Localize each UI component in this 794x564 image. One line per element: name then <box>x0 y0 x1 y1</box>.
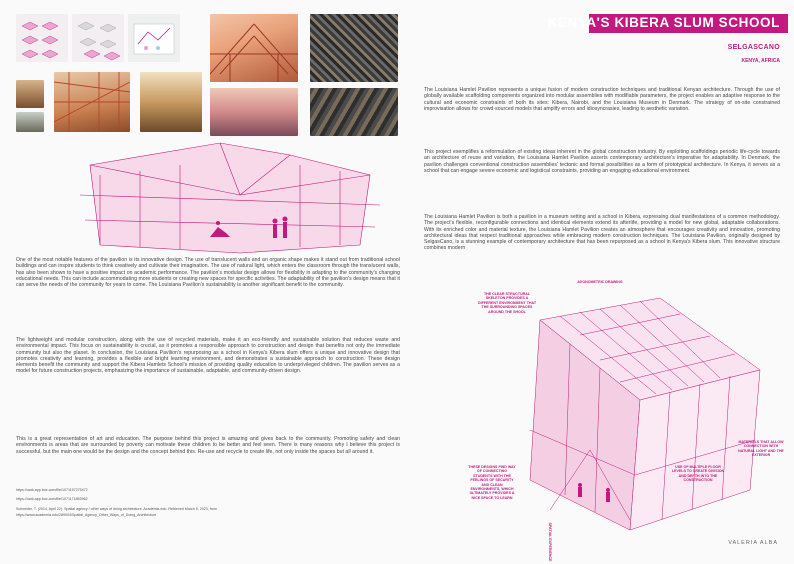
photo-roof-structure <box>210 14 298 82</box>
right-paragraph-2: This project exemplifies a reformulation of existing ideas inherent in the global construction industry. By exploiting scaffoldings periodic life-cycle towards an architecture of reuse and variation, the Louisiana Hamlet Pavilion asserts contemporary architecture's imperative for adaptability. In Denmark, the pavilion challenges conventional construction assemblies' tectonic and formal possibilities as a form of prototypical architecture. In Kenya, it serves as a school that can engage severe economic and logistical constraints, providing an engaging educational environment. <box>424 149 780 174</box>
annotation-designs: THESE DESIGNS FIND WAY OF CONNECTING STUDENTS WITH THE FEELINGS OF SECURITY AND CLEAN ENVIRONMENTS, WHICH ULTIMATELY PROVIDES A NICE SPACE TO LEARN <box>468 465 516 500</box>
annotation-floor-levels: USE OF MULTIPLE FLOOR LEVELS TO CREATE DIVISION AND DEPTH INTO THE CONSTRUCTION <box>671 465 725 483</box>
module-diagram-icon <box>16 14 68 62</box>
photo-pavilion-interior <box>210 88 298 136</box>
diagram-thumbnail-1 <box>16 14 68 62</box>
photo-workers <box>16 112 44 132</box>
left-paragraph-3: This is a great representation of art and education. The purpose behind this project is amazing and gives back to the community. Promoting safety and clean environments is areas that are surrounded by poverty can motivate these children to be better and feel seen. There is many reasons why I believe this project is successful, but the main one would be the design and the concept behind this. Re-use and recycle to create life, not only inside the spaces but all around it. <box>16 436 400 455</box>
reference-1[interactable]: https://uark.app.box.com/file/1071157275472 <box>16 488 88 492</box>
left-paragraph-2: The lightweight and modular construction, along with the use of recycled materials, make it an eco-friendly and sustainable solution that reduces waste and environmental impact. This focus on sustainability is crucial, as it promotes a responsible approach to construction and design that benefits not only the immediate community but also the planet. In conclusion, the Louisiana Pavilion's repurposing as a school in Kenya's Kibera slum offers a unique and innovative design that promotes creativity and learning, provides a flexible and bright learning environment, and demonstrates a sustainable approach to construction. These design elements benefit the community and support the Kibera Hamlets School's mission of providing quality education to underprivileged children. The pavilion serves as a model for future construction projects, emphasizing the importance of sustainable, adaptable, and community-driven design. <box>16 337 400 375</box>
sketch-icon <box>128 14 180 62</box>
annotation-spatial: SPATIAL EXPERIENCE <box>548 522 552 562</box>
reference-4[interactable]: https://www.academia.edu/289004/Spatial_Agency_Other_Ways_of_Doing_Architecture <box>16 513 157 517</box>
author-name: VALERIA ALBA <box>728 540 778 546</box>
annotation-axonometric: AXONOMETRIC DRAWING <box>577 280 623 284</box>
diagram-thumbnail-3 <box>128 14 180 62</box>
reference-3: Schneider, T. (2014, April 22). Spatial agency / other ways of doing architecture. Academia.edu. Retrieved March 5, 2023, from <box>16 507 217 511</box>
photo-kibera-rooftops <box>310 14 398 82</box>
photo-scaffold-interior <box>54 72 130 132</box>
photo-classroom <box>140 72 202 132</box>
photo-slum-street <box>310 88 398 136</box>
left-paragraph-1: One of the most notable features of the pavilion is its innovative design. The use of translucent walls and an organic shape makes it stand out from traditional school buildings and can inspire students to think creatively and cultivate their imagination. The use of natural light, which enters the classroom through the translucent walls, has also been shown to have a positive impact on academic performance. The pavilion's modular design allows for flexibility in adapting to the community's changing educational needs. This can include accommodating more students or creating new spaces for specific activities. The adaptability of the pavilion's design means that it can serve the needs of the community for years to come. The Louisiana Pavilion's sustainability is another significant benefit to the community. <box>16 257 400 289</box>
diagram-thumbnail-2 <box>72 14 124 62</box>
photo-child <box>16 80 44 108</box>
page-title: KENYA'S KIBERA SLUM SCHOOL <box>547 15 780 30</box>
right-paragraph-1: The Louisiana Hamlet Pavilion represents a unique fusion of modern construction techniques and traditional Kenyan architecture. Through the use of globally available scaffolding components organized into modular assemblies with modifiable parameters, the project enables an adaptive response to the cultural and economic constraints of both its sites: Kibera, Nairobi, and the Louisiana Museum in Denmark. The strategy of on-site constrained improvisation allows for crowd-sourced models that amplify errors and idiosyncrasies, leading to aesthetic variation. <box>424 87 780 112</box>
reference-2[interactable]: https://uark.app.box.com/file/1071171853962 <box>16 497 88 501</box>
scaffold-photo <box>54 72 130 132</box>
pavilion-sketch <box>60 135 400 255</box>
annotation-skeleton: THE CLEAR STRUCTURAL SKELETON PROVIDES A DIFFERENT ENVIRONMENT THAT THE SURROUNDING SPACES AROUND THE SHOOL <box>477 292 537 314</box>
architect-name: SELGASCANO <box>727 44 780 51</box>
axonometric-drawing <box>430 280 780 542</box>
right-paragraph-3: The Louisiana Hamlet Pavilion is both a pavilion in a museum setting and a school in Kibera, expressing dual manifestations of a common methodology. The project's flexible, reconfigurable connections and identical elements extend its afterlife, providing a model for new global, adaptable collaborations. With its enriched color and material texture, the Louisiana Hamlet Pavilion creates an atmosphere that encourages creativity and innovation, promoting architectural ideas that respect traditional approaches while embracing modern construction techniques. The Louisiana Pavilion, originally designed by SelgasCano, is a stunning example of contemporary architecture that has been repurposed as a school in Kenya's Kibera slum. This innovative structure combines modern <box>424 214 780 252</box>
module-diagram-icon <box>72 14 124 62</box>
location-label: KENYA, AFRICA <box>741 58 780 64</box>
roof-frame-photo <box>210 14 298 82</box>
annotation-materials: MATERIALS THAT ALLOW CONNECTION WITH NATURAL LIGHT AND THE EXTERIOR <box>738 440 784 458</box>
